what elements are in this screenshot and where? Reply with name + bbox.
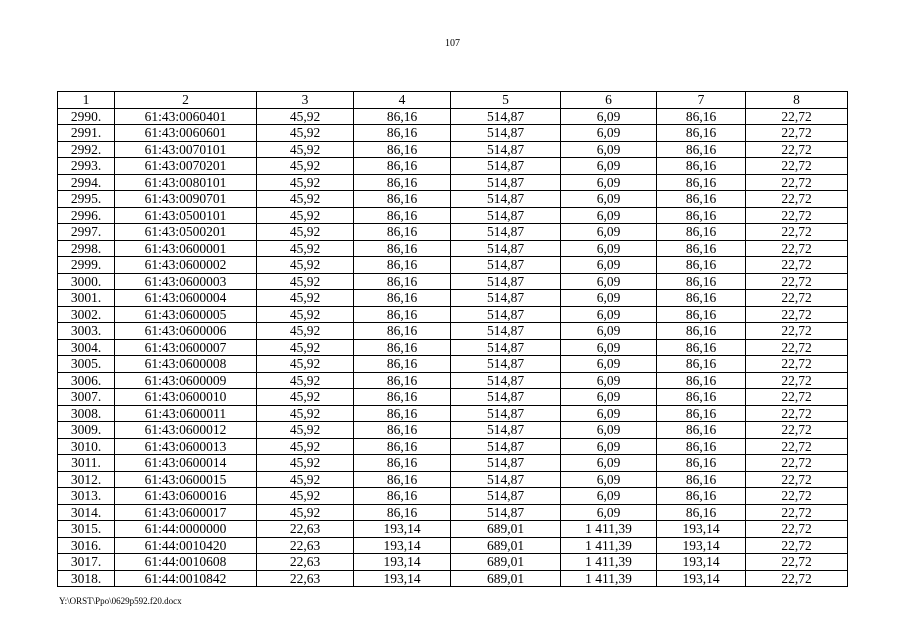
table-cell: 86,16 (657, 488, 746, 505)
table-row (58, 554, 848, 571)
table-cell: 45,92 (257, 488, 354, 505)
table-cell: 6,09 (561, 240, 657, 257)
table-cell: 514,87 (451, 306, 561, 323)
table-header-row (58, 92, 848, 109)
table-cell: 86,16 (354, 240, 451, 257)
table-row (58, 570, 848, 587)
table-cell: 3012. (58, 471, 115, 488)
table-cell: 22,72 (746, 356, 848, 373)
table-row (58, 471, 848, 488)
table-cell: 514,87 (451, 207, 561, 224)
table-cell: 86,16 (354, 504, 451, 521)
table-cell: 3014. (58, 504, 115, 521)
table-cell: 61:43:0600011 (115, 405, 257, 422)
table-cell: 22,72 (746, 405, 848, 422)
table-cell: 514,87 (451, 108, 561, 125)
table-cell: 514,87 (451, 141, 561, 158)
table-cell: 2991. (58, 125, 115, 142)
table-cell: 61:43:0600002 (115, 257, 257, 274)
table-cell: 6,09 (561, 141, 657, 158)
table-row (58, 306, 848, 323)
table-cell: 22,72 (746, 488, 848, 505)
table-cell: 193,14 (354, 554, 451, 571)
table-cell: 86,16 (657, 372, 746, 389)
table-cell: 86,16 (657, 422, 746, 439)
table-cell: 689,01 (451, 570, 561, 587)
table-cell: 86,16 (354, 389, 451, 406)
table-cell: 514,87 (451, 356, 561, 373)
table-cell: 86,16 (354, 108, 451, 125)
table-cell: 193,14 (657, 554, 746, 571)
table-cell: 61:43:0600017 (115, 504, 257, 521)
table-cell: 6,09 (561, 273, 657, 290)
table-cell: 22,63 (257, 537, 354, 554)
table-cell: 61:43:0600001 (115, 240, 257, 257)
table-row (58, 125, 848, 142)
table-cell: 61:44:0010842 (115, 570, 257, 587)
table-cell: 86,16 (657, 438, 746, 455)
table-row (58, 141, 848, 158)
table-cell: 514,87 (451, 257, 561, 274)
table-cell: 22,72 (746, 207, 848, 224)
table-cell: 45,92 (257, 125, 354, 142)
table-cell: 61:43:0600010 (115, 389, 257, 406)
table-row (58, 191, 848, 208)
table-cell: 3001. (58, 290, 115, 307)
table-cell: 514,87 (451, 422, 561, 439)
table-cell: 61:43:0600012 (115, 422, 257, 439)
table-cell: 86,16 (354, 290, 451, 307)
table-cell: 22,72 (746, 174, 848, 191)
table-cell: 2993. (58, 158, 115, 175)
table-cell: 22,72 (746, 372, 848, 389)
table-cell: 2990. (58, 108, 115, 125)
table-cell: 61:43:0600015 (115, 471, 257, 488)
table-cell: 86,16 (354, 405, 451, 422)
table-cell: 6,09 (561, 125, 657, 142)
table-cell: 86,16 (354, 372, 451, 389)
table-cell: 45,92 (257, 224, 354, 241)
table-cell: 45,92 (257, 306, 354, 323)
table-cell: 3011. (58, 455, 115, 472)
table-cell: 6,09 (561, 323, 657, 340)
table-cell: 193,14 (354, 570, 451, 587)
table-row (58, 356, 848, 373)
table-cell: 2996. (58, 207, 115, 224)
table-cell: 193,14 (657, 521, 746, 538)
table-cell: 3007. (58, 389, 115, 406)
table-row (58, 339, 848, 356)
table-cell: 22,72 (746, 471, 848, 488)
column-header-1: 1 (58, 92, 115, 109)
table-cell: 6,09 (561, 422, 657, 439)
table-row (58, 158, 848, 175)
table-cell: 86,16 (354, 273, 451, 290)
table-cell: 22,72 (746, 455, 848, 472)
table-cell: 6,09 (561, 405, 657, 422)
table-cell: 86,16 (657, 455, 746, 472)
table-cell: 45,92 (257, 191, 354, 208)
table-cell: 45,92 (257, 471, 354, 488)
table-row (58, 290, 848, 307)
table-cell: 86,16 (354, 224, 451, 241)
table-cell: 61:43:0060601 (115, 125, 257, 142)
table-cell: 61:44:0010420 (115, 537, 257, 554)
table-cell: 689,01 (451, 537, 561, 554)
table-cell: 45,92 (257, 108, 354, 125)
table-cell: 86,16 (354, 191, 451, 208)
table-cell: 22,72 (746, 224, 848, 241)
table-cell: 22,72 (746, 290, 848, 307)
table-cell: 86,16 (354, 422, 451, 439)
table-row (58, 504, 848, 521)
table-cell: 86,16 (354, 438, 451, 455)
table-row (58, 521, 848, 538)
table-row (58, 405, 848, 422)
table-cell: 45,92 (257, 389, 354, 406)
table-cell: 86,16 (354, 174, 451, 191)
table-cell: 86,16 (354, 356, 451, 373)
column-header-2: 2 (115, 92, 257, 109)
table-cell: 45,92 (257, 405, 354, 422)
table-cell: 86,16 (657, 191, 746, 208)
table-cell: 514,87 (451, 455, 561, 472)
table-cell: 3002. (58, 306, 115, 323)
column-header-7: 7 (657, 92, 746, 109)
table-row (58, 323, 848, 340)
table-cell: 514,87 (451, 273, 561, 290)
table-cell: 1 411,39 (561, 537, 657, 554)
table-cell: 514,87 (451, 224, 561, 241)
table-cell: 6,09 (561, 108, 657, 125)
table-cell: 86,16 (657, 273, 746, 290)
table-cell: 45,92 (257, 158, 354, 175)
table-cell: 86,16 (354, 158, 451, 175)
table-cell: 3010. (58, 438, 115, 455)
table-cell: 86,16 (657, 323, 746, 340)
table-cell: 45,92 (257, 240, 354, 257)
table-cell: 514,87 (451, 240, 561, 257)
table-cell: 22,63 (257, 554, 354, 571)
table-cell: 1 411,39 (561, 554, 657, 571)
table-cell: 1 411,39 (561, 521, 657, 538)
table-cell: 86,16 (657, 504, 746, 521)
table-cell: 3005. (58, 356, 115, 373)
table-cell: 45,92 (257, 356, 354, 373)
footer-file-path: Y:\ORST\Ppo\0629p592.f20.docx (59, 596, 182, 606)
table-cell: 6,09 (561, 389, 657, 406)
table-cell: 514,87 (451, 438, 561, 455)
table-cell: 22,72 (746, 306, 848, 323)
table-cell: 61:43:0060401 (115, 108, 257, 125)
table-cell: 45,92 (257, 504, 354, 521)
table-cell: 22,72 (746, 537, 848, 554)
column-header-3: 3 (257, 92, 354, 109)
table-cell: 514,87 (451, 290, 561, 307)
table-cell: 45,92 (257, 372, 354, 389)
table-cell: 193,14 (657, 570, 746, 587)
table-body (58, 108, 848, 587)
table-cell: 6,09 (561, 191, 657, 208)
table-cell: 1 411,39 (561, 570, 657, 587)
table-cell: 22,72 (746, 521, 848, 538)
table-cell: 61:43:0090701 (115, 191, 257, 208)
table-cell: 2999. (58, 257, 115, 274)
table-cell: 61:43:0600005 (115, 306, 257, 323)
table-cell: 22,72 (746, 422, 848, 439)
table-cell: 514,87 (451, 389, 561, 406)
data-table (57, 91, 848, 587)
table-cell: 6,09 (561, 471, 657, 488)
table-cell: 514,87 (451, 125, 561, 142)
table-row (58, 257, 848, 274)
table-cell: 6,09 (561, 306, 657, 323)
table-cell: 86,16 (354, 471, 451, 488)
table-cell: 86,16 (354, 141, 451, 158)
table-row (58, 389, 848, 406)
table-cell: 45,92 (257, 141, 354, 158)
table-cell: 86,16 (354, 207, 451, 224)
table-cell: 61:44:0010608 (115, 554, 257, 571)
table-cell: 2992. (58, 141, 115, 158)
table-cell: 514,87 (451, 405, 561, 422)
column-header-6: 6 (561, 92, 657, 109)
table-cell: 22,72 (746, 273, 848, 290)
table-cell: 86,16 (354, 257, 451, 274)
table-row (58, 422, 848, 439)
table-cell: 45,92 (257, 257, 354, 274)
table-row (58, 488, 848, 505)
table-cell: 6,09 (561, 438, 657, 455)
table-cell: 22,63 (257, 521, 354, 538)
table-cell: 86,16 (657, 389, 746, 406)
table-row (58, 207, 848, 224)
table-row (58, 240, 848, 257)
table-cell: 86,16 (657, 125, 746, 142)
table-cell: 3009. (58, 422, 115, 439)
table-cell: 61:43:0080101 (115, 174, 257, 191)
table-row (58, 372, 848, 389)
table-cell: 61:43:0600013 (115, 438, 257, 455)
table-cell: 2994. (58, 174, 115, 191)
table-row (58, 537, 848, 554)
table-cell: 45,92 (257, 339, 354, 356)
table-cell: 86,16 (657, 257, 746, 274)
table-row (58, 174, 848, 191)
table-cell: 45,92 (257, 273, 354, 290)
table-cell: 22,72 (746, 438, 848, 455)
table-cell: 22,72 (746, 339, 848, 356)
table-cell: 86,16 (354, 306, 451, 323)
table-row (58, 438, 848, 455)
table-cell: 45,92 (257, 174, 354, 191)
table-cell: 45,92 (257, 438, 354, 455)
table-cell: 22,72 (746, 257, 848, 274)
table-cell: 61:43:0600014 (115, 455, 257, 472)
table-cell: 86,16 (354, 488, 451, 505)
table-cell: 6,09 (561, 372, 657, 389)
table-cell: 514,87 (451, 323, 561, 340)
table-cell: 3017. (58, 554, 115, 571)
column-header-4: 4 (354, 92, 451, 109)
table-cell: 514,87 (451, 158, 561, 175)
table-cell: 86,16 (354, 125, 451, 142)
page-number: 107 (445, 38, 460, 49)
table-cell: 61:43:0500201 (115, 224, 257, 241)
table-cell: 3008. (58, 405, 115, 422)
table-cell: 689,01 (451, 521, 561, 538)
table-cell: 689,01 (451, 554, 561, 571)
table-cell: 61:43:0600016 (115, 488, 257, 505)
table-cell: 6,09 (561, 356, 657, 373)
table-cell: 86,16 (657, 108, 746, 125)
table-cell: 193,14 (354, 537, 451, 554)
table-cell: 6,09 (561, 207, 657, 224)
table-cell: 61:44:0000000 (115, 521, 257, 538)
table-cell: 514,87 (451, 372, 561, 389)
table-row (58, 224, 848, 241)
table-cell: 6,09 (561, 290, 657, 307)
table-cell: 2997. (58, 224, 115, 241)
table-cell: 61:43:0600009 (115, 372, 257, 389)
table-cell: 45,92 (257, 323, 354, 340)
table-cell: 86,16 (657, 240, 746, 257)
table-cell: 514,87 (451, 174, 561, 191)
table-cell: 3003. (58, 323, 115, 340)
table-cell: 22,72 (746, 141, 848, 158)
table-cell: 22,63 (257, 570, 354, 587)
table-cell: 86,16 (657, 224, 746, 241)
table-cell: 86,16 (657, 471, 746, 488)
table-cell: 22,72 (746, 158, 848, 175)
table-cell: 22,72 (746, 125, 848, 142)
table-cell: 86,16 (354, 323, 451, 340)
table-cell: 6,09 (561, 504, 657, 521)
table-cell: 22,72 (746, 240, 848, 257)
table-cell: 514,87 (451, 471, 561, 488)
table-row (58, 108, 848, 125)
column-header-8: 8 (746, 92, 848, 109)
table-cell: 22,72 (746, 323, 848, 340)
table-cell: 6,09 (561, 339, 657, 356)
table-cell: 514,87 (451, 488, 561, 505)
table-cell: 6,09 (561, 174, 657, 191)
table-cell: 3013. (58, 488, 115, 505)
table-cell: 45,92 (257, 422, 354, 439)
table-row (58, 455, 848, 472)
table-cell: 22,72 (746, 504, 848, 521)
table-cell: 193,14 (354, 521, 451, 538)
table-cell: 61:43:0070201 (115, 158, 257, 175)
table-cell: 61:43:0600004 (115, 290, 257, 307)
table-cell: 6,09 (561, 257, 657, 274)
table-cell: 514,87 (451, 191, 561, 208)
table-cell: 61:43:0600003 (115, 273, 257, 290)
table-cell: 86,16 (657, 356, 746, 373)
table-cell: 61:43:0500101 (115, 207, 257, 224)
table-cell: 6,09 (561, 455, 657, 472)
table-cell: 6,09 (561, 488, 657, 505)
table-cell: 61:43:0070101 (115, 141, 257, 158)
column-header-5: 5 (451, 92, 561, 109)
table-cell: 86,16 (354, 455, 451, 472)
table-cell: 86,16 (657, 174, 746, 191)
table-cell: 3006. (58, 372, 115, 389)
table-cell: 61:43:0600008 (115, 356, 257, 373)
table-cell: 86,16 (657, 339, 746, 356)
table-cell: 3004. (58, 339, 115, 356)
table-cell: 86,16 (657, 306, 746, 323)
table-cell: 22,72 (746, 389, 848, 406)
table-cell: 3018. (58, 570, 115, 587)
table-cell: 86,16 (657, 141, 746, 158)
table-cell: 6,09 (561, 224, 657, 241)
table-cell: 3015. (58, 521, 115, 538)
table-cell: 45,92 (257, 455, 354, 472)
table-cell: 86,16 (657, 158, 746, 175)
table-cell: 86,16 (657, 290, 746, 307)
table-cell: 45,92 (257, 290, 354, 307)
table-cell: 2998. (58, 240, 115, 257)
table-cell: 6,09 (561, 158, 657, 175)
table-cell: 22,72 (746, 108, 848, 125)
table-cell: 86,16 (354, 339, 451, 356)
table-cell: 514,87 (451, 339, 561, 356)
table-row (58, 273, 848, 290)
table-cell: 61:43:0600007 (115, 339, 257, 356)
table-cell: 193,14 (657, 537, 746, 554)
table-cell: 86,16 (657, 207, 746, 224)
table-cell: 86,16 (657, 405, 746, 422)
table-cell: 22,72 (746, 191, 848, 208)
table-cell: 61:43:0600006 (115, 323, 257, 340)
table-cell: 3016. (58, 537, 115, 554)
table-cell: 22,72 (746, 570, 848, 587)
table-cell: 2995. (58, 191, 115, 208)
table-cell: 514,87 (451, 504, 561, 521)
table-cell: 3000. (58, 273, 115, 290)
table-cell: 45,92 (257, 207, 354, 224)
table-cell: 22,72 (746, 554, 848, 571)
